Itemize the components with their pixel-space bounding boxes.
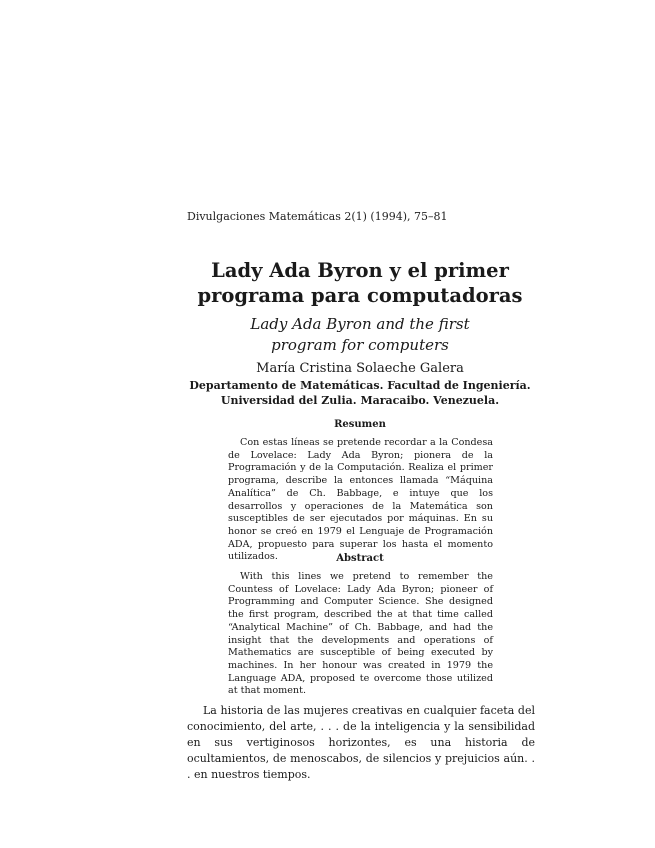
abstract-text: With this lines we pretend to remember the Countess of Lovelace: Lady Ada Byron; pioneer of Programming and Computer Science. She designed the first program, described the at that time called “Analytical Machine” of Ch. Babbage, and had the insight that the developments and operations of Mathematics are susceptible of being executed by machines. In her honour was created in 1979 the Language ADA, proposed te overcome those utilized at that moment.	[228, 571, 493, 697]
title-line-2: programa para computadoras	[197, 284, 523, 307]
subtitle-line-1: Lady Ada Byron and the first	[250, 315, 470, 333]
author-name: María Cristina Solaeche Galera	[256, 361, 464, 376]
resumen-heading: Resumen	[334, 419, 386, 430]
body-paragraph: La historia de las mujeres creativas en cualquier faceta del conocimiento, del arte, . . . de la inteligencia y la sensibilidad en sus vertiginosos horizontes, es una historia de ocultamientos, de menoscabos, de silencios y prejuicios aún. . . en nuestros tiempos.	[187, 704, 535, 781]
paper-subtitle	[180, 314, 540, 356]
author-affiliation	[180, 378, 540, 408]
subtitle-line-2: program for computers	[271, 336, 449, 354]
resumen-text: Con estas líneas se pretende recordar a la Condesa de Lovelace: Lady Ada Byron; pionera de la Programación y de la Computación. Realiza el primer programa, describe la entonces llamada “Máquina Analítica” de Ch. Babbage, e intuye que los desarrollos y operaciones de la Matemática son susceptibles de ser ejecutados por máquinas. En su honor se creó en 1979 el Lenguaje de Programación ADA, propuesto para superar los hasta el momento utilizados.	[228, 437, 493, 563]
affiliation-line-1: Departamento de Matemáticas. Facultad de Ingeniería.	[189, 379, 531, 392]
journal-citation: Divulgaciones Matemáticas 2(1) (1994), 75–81	[187, 210, 448, 223]
affiliation-line-2: Universidad del Zulia. Maracaibo. Venezuela.	[220, 394, 500, 407]
paper-title	[180, 258, 540, 308]
title-line-1: Lady Ada Byron y el primer	[211, 259, 509, 282]
abstract-heading: Abstract	[336, 553, 384, 564]
